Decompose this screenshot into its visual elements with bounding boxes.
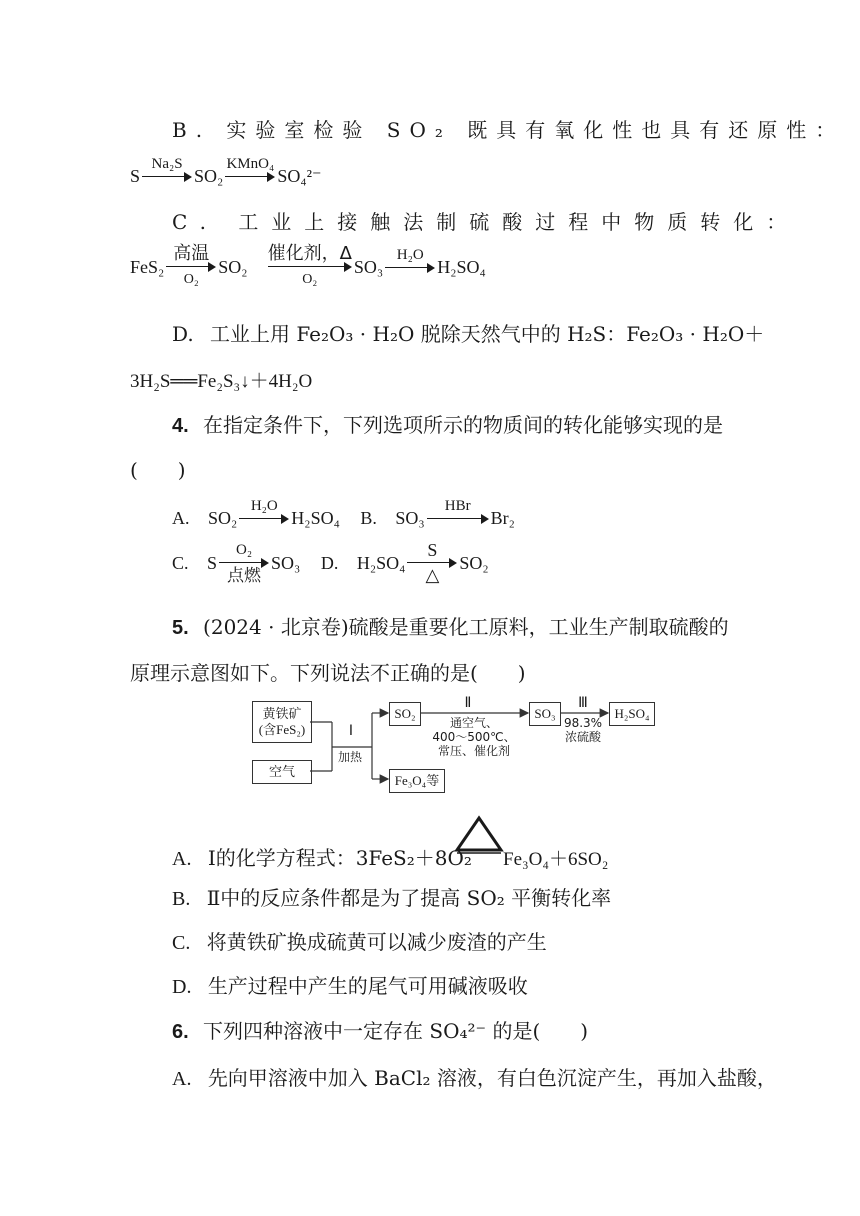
- step-2-condition: [424, 716, 524, 758]
- q3-c-label: C.: [172, 210, 219, 234]
- arrow-condition: O₂: [236, 542, 253, 558]
- q3-b-equation: [130, 158, 322, 198]
- eq-species: Br₂: [490, 508, 515, 529]
- q4-options-ab: [172, 500, 515, 540]
- q6-number: 6.: [172, 1021, 189, 1043]
- q4-options-cd: [172, 540, 489, 586]
- eq-species: SO₂: [194, 166, 224, 187]
- q5-stem-line1: [172, 611, 729, 640]
- condition-line: 浓硫酸: [564, 730, 601, 744]
- box-so2: [389, 702, 421, 726]
- arrow-condition: S: [427, 540, 438, 560]
- eq-species: FeS₂: [130, 257, 165, 278]
- step-3-label: Ⅲ: [578, 695, 588, 711]
- condition-line: 常压、催化剂: [437, 744, 510, 758]
- arrow-condition: O₂: [302, 272, 318, 287]
- q5-d-text: 生产过程中产生的尾气可用碱液吸收: [207, 974, 528, 998]
- box-label: SO₃: [534, 706, 556, 721]
- heating-symbol: △: [425, 565, 440, 586]
- q5-b-text: Ⅱ中的反应条件都是为了提高 SO₂ 平衡转化率: [206, 886, 612, 910]
- eq-species: S: [130, 166, 141, 187]
- q5-a-products: Fe₃O₄＋6SO₂: [503, 849, 609, 870]
- box-pyrite: [252, 701, 312, 743]
- eq-species: S: [207, 553, 218, 574]
- q4-stem-text: 在指定条件下，下列选项所示的物质间的转化能够实现的是: [203, 413, 724, 437]
- arrow-condition: 点燃: [227, 566, 262, 586]
- option-label: D.: [172, 976, 192, 998]
- q5-stem-line2: 原理示意图如下。下列说法不正确的是( ): [130, 661, 526, 685]
- q3-b-label: B.: [172, 118, 212, 142]
- eq-species: H₂SO₄: [437, 257, 486, 278]
- eq-species: SO₃: [395, 508, 425, 529]
- box-so3: [529, 702, 561, 726]
- option-label: D.: [320, 553, 339, 574]
- q5-option-c: [172, 926, 547, 955]
- step-1-label: Ⅰ: [348, 723, 354, 739]
- eq-species: SO₃: [353, 257, 384, 278]
- condition-line: 98.3%: [563, 716, 603, 730]
- q3-c-equation: [130, 243, 486, 290]
- step-3-condition: [558, 716, 608, 744]
- reaction-arrow: [142, 156, 192, 196]
- box-label: (含FeS₂): [258, 722, 306, 737]
- q4-number: 4.: [172, 415, 189, 437]
- box-label: 黄铁矿: [262, 706, 302, 721]
- q4-answer-paren: ( ): [130, 458, 186, 482]
- option-label: A.: [172, 508, 190, 529]
- reaction-arrow: [225, 156, 275, 196]
- q6-option-a: [172, 1062, 777, 1091]
- option-label: B.: [172, 888, 191, 910]
- reaction-arrow: [427, 498, 489, 538]
- option-label: C.: [172, 932, 191, 954]
- eq-species: H₂SO₄: [356, 553, 406, 574]
- q5-option-a: [172, 842, 472, 871]
- heating-triangle-icon: [454, 815, 504, 857]
- reaction-arrow: [385, 247, 435, 287]
- q3-option-d: [172, 318, 764, 347]
- option-label: A.: [172, 848, 192, 870]
- q3-option-b: [172, 114, 844, 143]
- q6-stem: [172, 1015, 588, 1044]
- arrow-condition: HBr: [444, 498, 471, 514]
- arrow-condition: H₂O: [250, 498, 278, 514]
- condition-line: 通空气、: [449, 716, 498, 730]
- arrow-condition: 高温: [173, 243, 210, 264]
- eq-species: SO₂: [218, 257, 248, 278]
- eq-species: SO₂: [459, 553, 489, 574]
- arrow-condition: O₂: [183, 272, 199, 287]
- condition-line: 400～500℃、: [432, 730, 516, 744]
- q5-number: 5.: [172, 617, 189, 639]
- q5-option-d: [172, 970, 528, 999]
- option-label: B.: [360, 508, 377, 529]
- q3-d-equation: 3H₂S══Fe₂S₃↓＋4H₂O: [130, 371, 313, 392]
- q5-option-b: [172, 882, 611, 911]
- q5-a-text: Ⅰ的化学方程式：3FeS₂＋8O₂: [207, 846, 472, 870]
- box-h2so4: [609, 702, 655, 726]
- eq-species: SO₃: [271, 553, 301, 574]
- reaction-arrow: [407, 542, 457, 584]
- q6-stem-text: 下列四种溶液中一定存在 SO₄²⁻ 的是( ): [203, 1019, 589, 1043]
- q6-a-text: 先向甲溶液中加入 BaCl₂ 溶液，有白色沉淀产生，再加入盐酸，: [207, 1066, 777, 1090]
- step-1-condition: 加热: [337, 750, 362, 764]
- q3-c-text: 工业上接触法制硫酸过程中物质转化：: [238, 210, 800, 234]
- q3-d-label: D.: [172, 322, 194, 346]
- q5-stem-text: (2024 · 北京卷)硫酸是重要化工原料，工业生产制取硫酸的: [203, 615, 729, 639]
- reaction-arrow: [219, 542, 269, 584]
- q3-d-text: 工业上用 Fe₂O₃ · H₂O 脱除天然气中的 H₂S：Fe₂O₃ · H₂O＋: [210, 322, 765, 346]
- box-label: Fe₃O₄等: [394, 773, 440, 788]
- box-fe3o4: [389, 769, 445, 793]
- q4-stem: [172, 409, 723, 438]
- box-air: [252, 760, 312, 784]
- reaction-arrow: [166, 243, 216, 288]
- q5-c-text: 将黄铁矿换成硫黄可以减少废渣的产生: [206, 930, 547, 954]
- eq-species: SO₄²⁻: [277, 166, 322, 187]
- eq-species: H₂SO₄: [291, 508, 340, 529]
- option-label: A.: [172, 1068, 192, 1090]
- arrow-condition: Na₂S: [151, 156, 183, 172]
- step-2-label: Ⅱ: [464, 695, 472, 711]
- box-label: SO₂: [394, 706, 416, 721]
- box-label: H₂SO₄: [614, 706, 650, 721]
- option-label: C.: [172, 553, 189, 574]
- reaction-arrow: [239, 498, 289, 538]
- box-label: 空气: [268, 764, 295, 779]
- q3-b-text: 实验室检验 SO₂ 既具有氧化性也具有还原性：: [226, 118, 845, 142]
- eq-species: SO₂: [208, 508, 238, 529]
- reaction-arrow: [267, 243, 352, 288]
- process-diagram: [248, 692, 658, 802]
- arrow-condition: KMnO₄: [226, 156, 275, 172]
- arrow-condition: 催化剂，Δ: [267, 243, 352, 264]
- q3-option-c: [172, 206, 799, 235]
- arrow-condition: H₂O: [396, 247, 424, 263]
